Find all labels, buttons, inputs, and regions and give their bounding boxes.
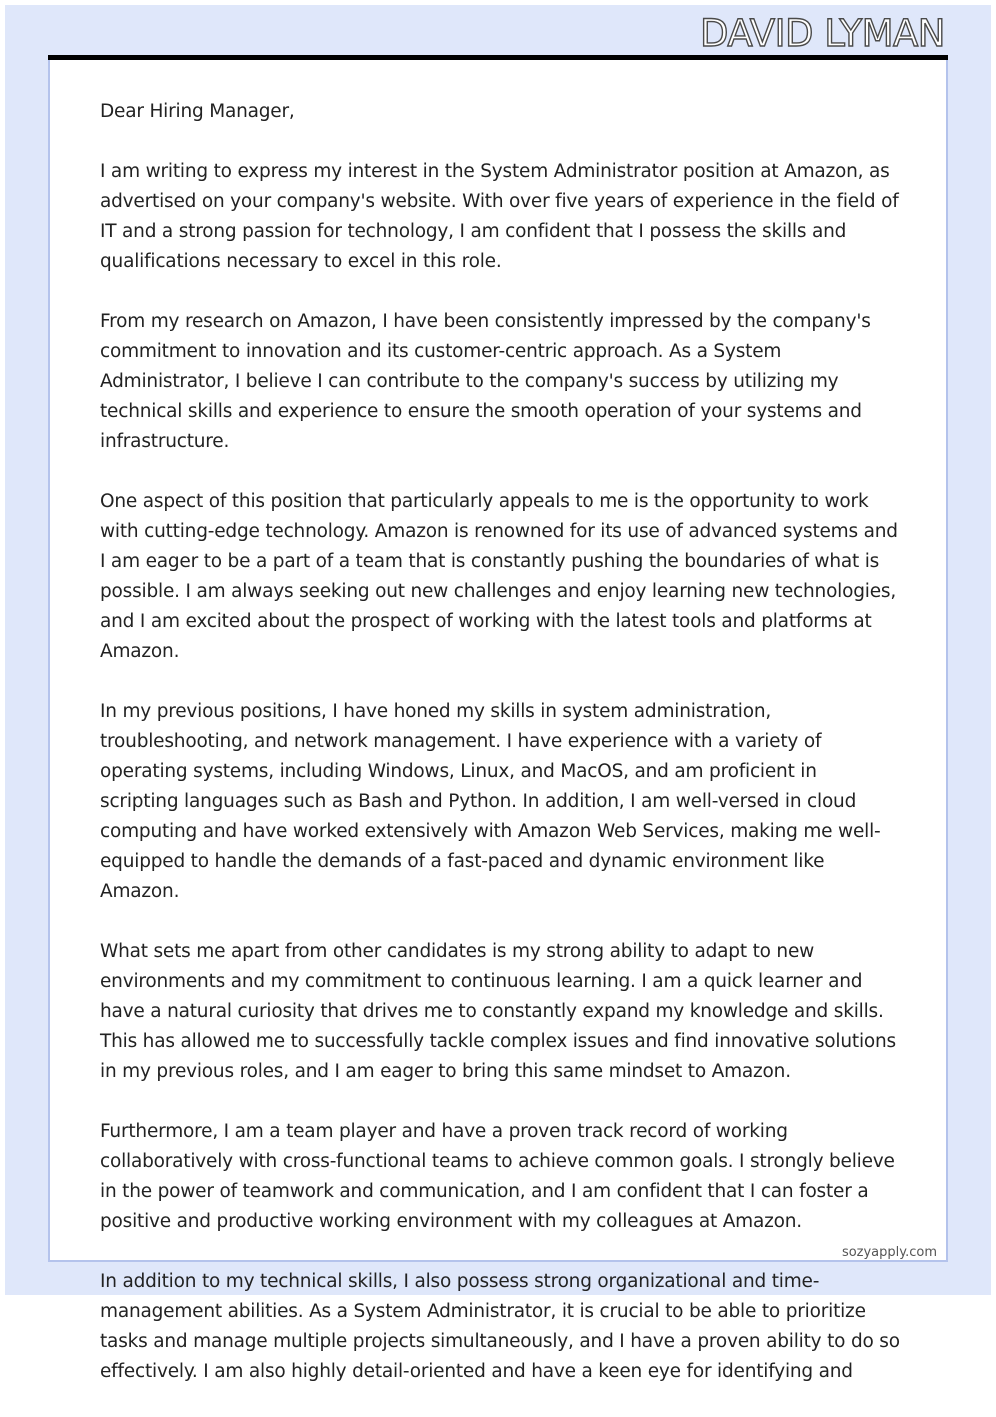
letter-paragraph: What sets me apart from other candidates is my strong ability to adapt to new environments and my commitment to continuous learning. I am a quick learner and have a natural curiosity that drives me to constantly expand my knowledge and skills. This has allowed me to successfully tackle complex issues and find innovative solutions in my previous roles, and I am eager to bring this same mindset to Amazon.: [100, 941, 896, 1082]
watermark-text: sozyapply.com: [841, 1245, 937, 1260]
page-background: [5, 5, 991, 1382]
letter-paragraph: I am writing to express my interest in the System Administrator position at Amazon, as advertised on your company's website. With over five years of experience in the field of IT and a strong passion for technology, I am confident that I possess the skills and qualifications necessary to excel in this role.: [100, 161, 899, 272]
letter-body: [100, 97, 900, 1417]
salutation: Dear Hiring Manager,: [100, 101, 295, 122]
letter-paragraph: In addition to my technical skills, I also possess strong organizational and time-management abilities. As a System Administrator, it is crucial to be able to prioritize tasks and manage multiple projects simultaneously, and I have a proven ability to do so effectively. I am also highly detail-oriented and have a keen eye for identifying and: [100, 1271, 900, 1382]
letter-paragraph: Furthermore, I am a team player and have a proven track record of working collaboratively with cross-functional teams to achieve common goals. I strongly believe in the power of teamwork and communication, and I am confident that I can foster a positive and productive working environment with my colleagues at Amazon.: [100, 1121, 895, 1232]
applicant-name: DAVID LYMAN: [700, 12, 945, 55]
letter-paragraph: In my previous positions, I have honed my skills in system administration, troubleshooting, and network management. I have experience with a variety of operating systems, including Windows, Linux, and MacOS, and am proficient in scripting languages such as Bash and Python. In addition, I am well-versed in cloud computing and have worked extensively with Amazon Web Services, making me well-equipped to handle the demands of a fast-paced and dynamic environment like Amazon.: [100, 701, 881, 902]
letter-paragraph: One aspect of this position that particularly appeals to me is the opportunity to work with cutting-edge technology. Amazon is renowned for its use of advanced systems and I am eager to be a part of a team that is constantly pushing the boundaries of what is possible. I am always seeking out new challenges and enjoy learning new technologies, and I am excited about the prospect of working with the latest tools and platforms at Amazon.: [100, 491, 898, 662]
letter-paragraph: From my research on Amazon, I have been consistently impressed by the company's commitment to innovation and its customer-centric approach. As a System Administrator, I believe I can contribute to the company's success by utilizing my technical skills and experience to ensure the smooth operation of your systems and infrastructure.: [100, 311, 871, 452]
